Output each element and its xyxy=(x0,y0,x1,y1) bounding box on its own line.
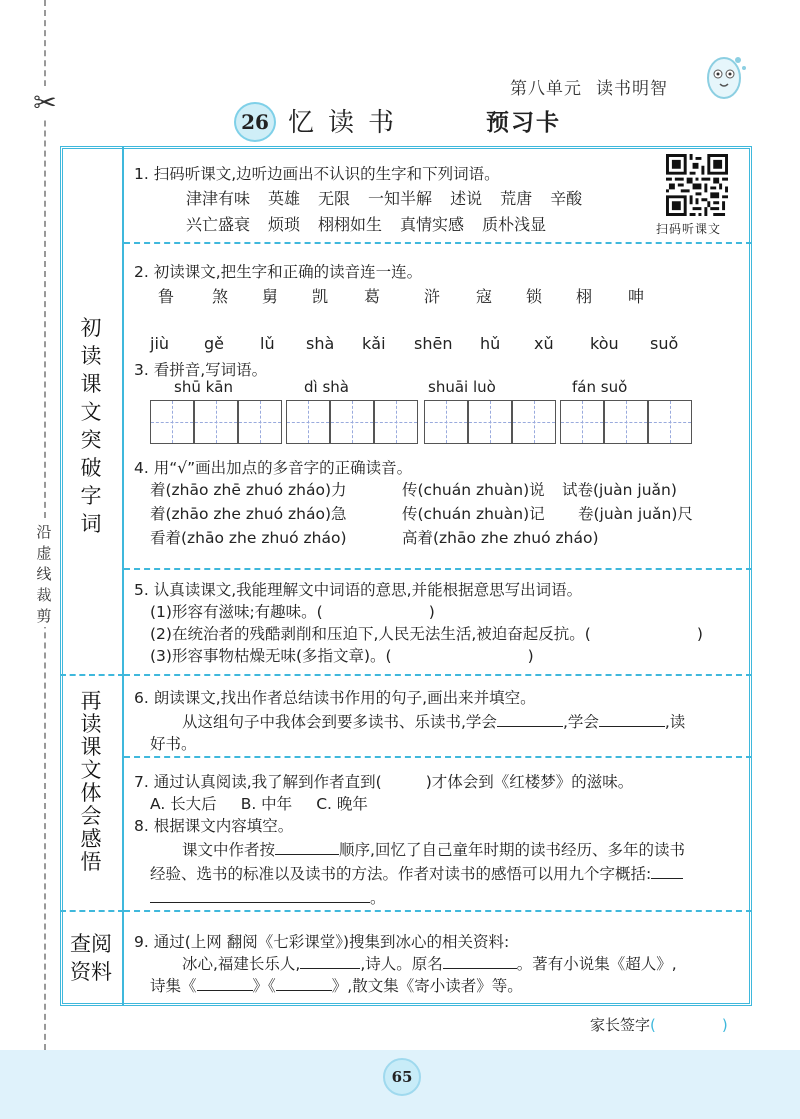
q9-text-a: 冰心,福建长乐人, xyxy=(182,955,301,973)
q4-row1-c: 试卷(juàn juǎn) xyxy=(562,481,677,499)
q9-prompt: 9. 通过(上网 翻阅《七彩课堂》)搜集到冰心的相关资料: xyxy=(134,933,510,951)
blank-field[interactable] xyxy=(276,975,332,991)
q4-prompt: 4. 用“√”画出加点的多音字的正确读音。 xyxy=(134,459,413,477)
parent-sign-label: 家长签字 xyxy=(590,1016,651,1034)
q9-text-c: 。著有小说集《超人》, xyxy=(516,955,677,973)
word: 栩栩如生 xyxy=(318,215,383,234)
q4-row1-a: 着(zhāo zhē zhuó zháo)力 xyxy=(150,481,347,499)
q5-item-1 xyxy=(150,600,435,622)
pinyin: shà xyxy=(306,334,335,353)
q5-prompt: 5. 认真读课文,我能理解文中词语的意思,并能根据意思写出词语。 xyxy=(134,581,583,599)
blank-field[interactable] xyxy=(197,975,253,991)
blank-field[interactable] xyxy=(443,953,517,969)
unit-theme: 读书明智 xyxy=(596,79,668,99)
writing-box[interactable] xyxy=(238,400,282,444)
blank-field[interactable] xyxy=(275,839,339,855)
q8-text-end: 。 xyxy=(370,889,386,907)
writing-box[interactable] xyxy=(560,400,604,444)
q5-item-1-text: (1)形容有滋味;有趣味。( xyxy=(150,603,323,621)
blank-field[interactable] xyxy=(150,887,370,903)
word: 质朴浅显 xyxy=(482,215,547,234)
q9-line1 xyxy=(182,952,677,974)
lesson-title: 忆读书 xyxy=(288,108,409,138)
paren-open: ( xyxy=(650,1016,656,1034)
q1-prompt: 1. 扫码听课文,边听边画出不认识的生字和下列词语。 xyxy=(134,165,500,183)
q7-option-c[interactable]: C. 晚年 xyxy=(316,795,368,813)
q7-text-b: )才体会到《红楼梦》的滋味。 xyxy=(425,773,634,791)
q2-char-row xyxy=(0,284,800,308)
pinyin: hǔ xyxy=(480,334,501,353)
parent-signature xyxy=(590,1014,728,1035)
word: 一知半解 xyxy=(368,189,433,208)
paren-close: ) xyxy=(527,647,534,665)
char: 呻 xyxy=(628,287,645,306)
q3-box-group xyxy=(286,378,376,446)
pinyin: gě xyxy=(204,334,224,353)
q8-text-c: 经验、选书的标准以及读书的方法。作者对读书的感悟可以用九个字概括: xyxy=(150,865,652,883)
q7-option-a[interactable]: A. 长大后 xyxy=(150,795,217,813)
char: 舅 xyxy=(262,287,279,306)
q5-item-2-text: (2)在统治者的残酷剥削和压迫下,人民无法生活,被迫奋起反抗。( xyxy=(150,625,591,643)
q4-row2-c: 卷(juàn juǎn)尺 xyxy=(578,505,693,523)
writing-box[interactable] xyxy=(194,400,238,444)
section-label-1-text: 初读课文 突破字词 xyxy=(80,316,102,536)
q6-text-c: ,读 xyxy=(664,713,686,731)
q8-line3 xyxy=(150,886,386,908)
paren-close: ) xyxy=(428,603,435,621)
char: 寇 xyxy=(476,287,493,306)
q3-box-group xyxy=(560,378,650,446)
pinyin: suǒ xyxy=(650,334,679,353)
page-number: 65 xyxy=(383,1058,421,1096)
divider xyxy=(124,242,752,244)
q8-text-b: 顺序,回忆了自己童年时期的读书经历、多年的读书 xyxy=(339,841,685,859)
cut-instruction: 沿虚线裁剪 xyxy=(31,522,57,627)
char: 栩 xyxy=(576,287,593,306)
q3-box-group xyxy=(150,378,240,446)
q2-prompt: 2. 初读课文,把生字和正确的读音连一连。 xyxy=(134,263,423,281)
divider xyxy=(124,910,752,912)
qr-code-icon xyxy=(666,154,728,216)
word: 真情实感 xyxy=(400,215,465,234)
word: 荒唐 xyxy=(500,189,533,208)
pinyin: kòu xyxy=(590,334,619,353)
q4-row2-a: 着(zhāo zhe zhuó zháo)急 xyxy=(150,505,347,523)
scissors-icon: ✂ xyxy=(30,86,60,120)
writing-box[interactable] xyxy=(286,400,330,444)
writing-box[interactable] xyxy=(330,400,374,444)
q7-prompt xyxy=(134,770,633,792)
q9-text-d: 诗集《 xyxy=(150,977,197,995)
q1-words-row1 xyxy=(186,186,600,209)
card-label: 预习卡 xyxy=(486,110,561,136)
blank-field[interactable] xyxy=(651,863,683,879)
section-side-3 xyxy=(60,910,124,1006)
char: 凯 xyxy=(312,287,329,306)
q8-line2 xyxy=(150,862,683,884)
q6-line2: 好书。 xyxy=(150,735,197,753)
word: 烦琐 xyxy=(268,215,301,234)
q9-line2 xyxy=(150,974,523,996)
divider xyxy=(124,674,752,676)
q6-line1 xyxy=(182,710,685,732)
section-label-2 xyxy=(60,690,122,874)
pinyin: xǔ xyxy=(534,334,554,353)
section-side-1 xyxy=(60,146,124,674)
section-side-2 xyxy=(60,674,124,910)
char: 浒 xyxy=(424,287,441,306)
q8-line1 xyxy=(182,838,685,860)
section-label-3-text: 查阅资料 xyxy=(70,932,112,984)
pinyin: jiù xyxy=(150,334,170,353)
writing-box[interactable] xyxy=(424,400,468,444)
section-label-3 xyxy=(60,930,122,986)
word: 无限 xyxy=(318,189,351,208)
divider xyxy=(124,568,752,570)
q4-row3-b: 高着(zhāo zhe zhuó zháo) xyxy=(402,529,599,547)
q6-text-a: 从这组句子中我体会到要多读书、乐读书,学会 xyxy=(182,713,497,731)
word: 兴亡盛衰 xyxy=(186,215,251,234)
word: 述说 xyxy=(450,189,483,208)
mascot-icon xyxy=(700,50,748,102)
char: 锁 xyxy=(526,287,543,306)
writing-box[interactable] xyxy=(374,400,418,444)
writing-box[interactable] xyxy=(648,400,692,444)
char: 鲁 xyxy=(158,287,175,306)
qr-label: 扫码听课文 xyxy=(656,222,722,236)
writing-box[interactable] xyxy=(604,400,648,444)
q8-prompt: 8. 根据课文内容填空。 xyxy=(134,817,294,835)
q9-text-e: 》《 xyxy=(252,977,276,995)
lesson-title-row xyxy=(224,100,584,140)
q6-prompt: 6. 朗读课文,找出作者总结读书作用的句子,画出来并填空。 xyxy=(134,689,536,707)
blank-field[interactable] xyxy=(497,711,563,727)
q5-item-3 xyxy=(150,644,534,666)
q3-pinyin: shuāi luò xyxy=(428,378,496,396)
q9-text-f: 》,散文集《寄小读者》等。 xyxy=(331,977,523,995)
paren-close: ) xyxy=(696,625,703,643)
word: 津津有味 xyxy=(186,189,251,208)
q4-row2-b: 传(chuán zhuàn)记 xyxy=(402,505,545,523)
writing-box[interactable] xyxy=(512,400,556,444)
q5-item-2 xyxy=(150,622,703,644)
pinyin: kǎi xyxy=(362,334,386,353)
divider xyxy=(124,756,752,758)
q2-pinyin-row xyxy=(0,334,800,356)
word: 辛酸 xyxy=(550,189,583,208)
q5-item-3-text: (3)形容事物枯燥无味(多指文章)。( xyxy=(150,647,392,665)
blank-field[interactable] xyxy=(300,953,360,969)
q7-option-b[interactable]: B. 中年 xyxy=(240,795,293,813)
q3-box-group xyxy=(424,378,514,446)
unit-header xyxy=(510,74,668,99)
pinyin: lǔ xyxy=(260,334,275,353)
word: 英雄 xyxy=(268,189,301,208)
q3-pinyin: shū kān xyxy=(174,378,233,396)
q3-prompt: 3. 看拼音,写词语。 xyxy=(134,361,268,379)
pinyin: shēn xyxy=(414,334,453,353)
q3-pinyin: dì shà xyxy=(304,378,349,396)
char: 煞 xyxy=(212,287,229,306)
q7-text-a: 7. 通过认真阅读,我了解到作者直到( xyxy=(134,773,382,791)
q8-text-a: 课文中作者按 xyxy=(182,841,276,859)
q9-text-b: ,诗人。原名 xyxy=(360,955,443,973)
section-label-2-text: 再读课文 体会感悟 xyxy=(80,689,102,874)
q1-words-row2 xyxy=(186,212,564,235)
q7-options xyxy=(150,792,368,814)
q4-row1-b: 传(chuán zhuàn)说 xyxy=(402,481,545,499)
char: 葛 xyxy=(364,287,381,306)
paren-close: ) xyxy=(721,1016,728,1034)
q6-text-b: ,学会 xyxy=(562,713,599,731)
writing-box[interactable] xyxy=(150,400,194,444)
unit-label: 第八单元 xyxy=(510,79,582,99)
lesson-number: 26 xyxy=(234,102,276,142)
q4-row3-a: 看着(zhāo zhe zhuó zháo) xyxy=(150,529,347,547)
writing-box[interactable] xyxy=(468,400,512,444)
q3-pinyin: fán suǒ xyxy=(572,378,628,396)
blank-field[interactable] xyxy=(599,711,665,727)
